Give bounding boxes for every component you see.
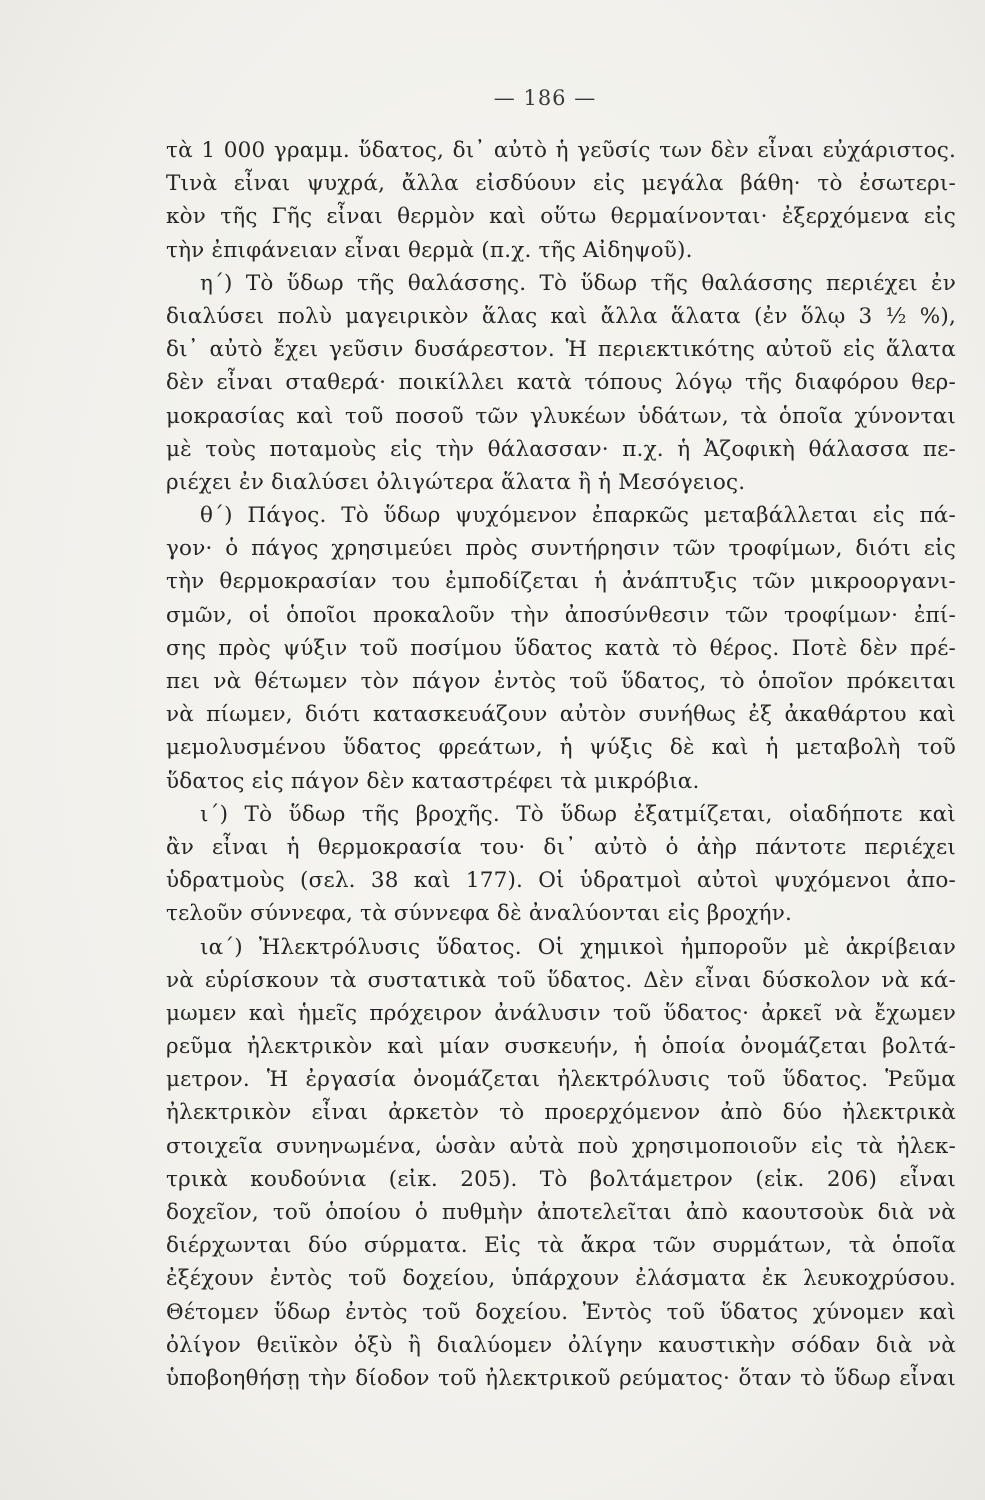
text-line: Θέτομεν ὕδωρ ἐντὸς τοῦ δοχείου. Ἐντὸς τοῦ ὕδατος χύνομεν καὶ (166, 1299, 956, 1325)
page-number: — 186 — (493, 86, 597, 110)
text-line: πει νὰ θέτωμεν τὸν πάγον ἐντὸς τοῦ ὕδατος, τὸ ὁποῖον πρόκειται (166, 669, 956, 694)
text-line: μὲ τοὺς ποταμοὺς εἰς τὴν θάλασσαν· π.χ. ἡ Ἀζοφικὴ θάλασσα πε- (166, 436, 956, 462)
text-line: δι᾽ αὐτὸ ἔχει γεῦσιν δυσάρεστον. Ἡ περιεκτικότης αὐτοῦ εἰς ἅλατα (166, 337, 956, 363)
text-line: μεμολυσμένου ὕδατος φρεάτων, ἡ ψύξις δὲ καὶ ἡ μεταβολὴ τοῦ (166, 735, 956, 761)
section-heading-line: ια´) Ἠλεκτρόλυσις ὕδατος. Οἱ χημικοὶ ἠμποροῦν μὲ ἀκρίβειαν (200, 934, 956, 960)
text-line: τελοῦν σύννεφα, τὰ σύννεφα δὲ ἀναλύονται εἰς βροχήν. (166, 901, 793, 927)
text-line: ὑδρατμοὺς (σελ. 38 καὶ 177). Οἱ ὑδρατμοὶ αὐτοὶ ψυχόμενοι ἀπο- (166, 868, 956, 894)
text-line: σης πρὸς ψύξιν τοῦ ποσίμου ὕδατος κατὰ τὸ θέρος. Ποτὲ δὲν πρέ- (166, 635, 956, 661)
text-line: ὕδατος εἰς πάγον δὲν καταστρέφει τὰ μικρόβια. (166, 768, 700, 794)
text-line: γον· ὁ πάγος χρησιμεύει πρὸς συντήρησιν τῶν τροφίμων, διότι εἰς (166, 536, 956, 562)
section-heading-line: θ´) Πάγος. Τὸ ὕδωρ ψυχόμενον ἐπαρκῶς μεταβάλλεται εἰς πά- (200, 503, 956, 529)
text-line: δὲν εἶναι σταθερά· ποικίλλει κατὰ τόπους λόγῳ τῆς διαφόρου θερ- (166, 370, 956, 396)
text-line: ἠλεκτρικὸν εἶναι ἀρκετὸν τὸ προερχόμενον ἀπὸ δύο ἠλεκτρικὰ (166, 1100, 956, 1126)
text-line: μετρον. Ἡ ἐργασία ὀνομάζεται ἠλεκτρόλυσις τοῦ ὕδατος. Ῥεῦμα (166, 1067, 956, 1093)
text-line: τὴν ἐπιφάνειαν εἶναι θερμὰ (π.χ. τῆς Αἰδηψοῦ). (166, 237, 693, 263)
body-text (166, 134, 956, 1395)
text-line: νὰ πίωμεν, διότι κατασκευάζουν αὐτὸν συνήθως ἐξ ἀκαθάρτου καὶ (166, 702, 956, 728)
text-line: δοχεῖον, τοῦ ὁποίου ὁ πυθμὴν ἀποτελεῖται ἀπὸ καουτσοὺκ διὰ νὰ (166, 1200, 956, 1225)
text-line: ἐξέχουν ἐντὸς τοῦ δοχείου, ὑπάρχουν ἐλάσματα ἐκ λευκοχρύσου. (166, 1266, 956, 1292)
text-line: τὴν θερμοκρασίαν του ἐμποδίζεται ἡ ἀνάπτυξις τῶν μικροοργανι- (166, 569, 956, 595)
text-line: διέρχωνται δύο σύρματα. Εἰς τὰ ἄκρα τῶν συρμάτων, τὰ ὁποῖα (166, 1233, 956, 1259)
text-line: μωμεν καὶ ἡμεῖς πρόχειρον ἀνάλυσιν τοῦ ὕδατος· ἀρκεῖ νὰ ἔχωμεν (166, 1000, 956, 1026)
text-line: τὰ 1 000 γραμμ. ὕδατος, δι᾽ αὐτὸ ἡ γεῦσίς των δὲν εἶναι εὐχάριστος. (166, 138, 956, 163)
text-line: διαλύσει πολὺ μαγειρικὸν ἅλας καὶ ἄλλα ἅλατα (ἐν ὅλῳ 3 ½ %), (166, 303, 956, 329)
text-line: σμῶν, οἱ ὁποῖοι προκαλοῦν τὴν ἀποσύνθεσιν τῶν τροφίμων· ἐπί- (166, 602, 956, 628)
text-line: ὑποβοηθήσῃ τὴν δίοδον τοῦ ἠλεκτρικοῦ ρεύματος· ὅταν τὸ ὕδωρ εἶναι (166, 1365, 956, 1391)
text-line: Τινὰ εἶναι ψυχρά, ἄλλα εἰσδύουν εἰς μεγάλα βάθη· τὸ ἐσωτερι- (166, 171, 956, 197)
section-heading-line: ι´) Τὸ ὕδωρ τῆς βροχῆς. Τὸ ὕδωρ ἐξατμίζεται, οἱαδήποτε καὶ (200, 801, 956, 827)
text-line: στοιχεῖα συνηνωμένα, ὡσὰν αὐτὰ ποὺ χρησιμοποιοῦν εἰς τὰ ἠλεκ- (166, 1133, 956, 1159)
text-line: ἂν εἶναι ἡ θερμοκρασία του· δι᾽ αὐτὸ ὁ ἀὴρ πάντοτε περιέχει (166, 834, 956, 860)
text-line: τρικὰ κουδούνια (εἰκ. 205). Τὸ βολτάμετρον (εἰκ. 206) εἶναι (166, 1166, 956, 1192)
text-line: ρεῦμα ἠλεκτρικὸν καὶ μίαν συσκευήν, ἡ ὁποία ὀνομάζεται βολτά- (166, 1034, 956, 1060)
text-line: ριέχει ἐν διαλύσει ὀλιγώτερα ἅλατα ἢ ἡ Μεσόγειος. (166, 469, 746, 495)
text-line: κὸν τῆς Γῆς εἶναι θερμὸν καὶ οὕτω θερμαίνονται· ἐξερχόμενα εἰς (166, 204, 956, 230)
text-line: νὰ εὑρίσκουν τὰ συστατικὰ τοῦ ὕδατος. Δὲν εἶναι δύσκολον νὰ κά- (166, 967, 956, 993)
section-heading-line: η´) Τὸ ὕδωρ τῆς θαλάσσης. Τὸ ὕδωρ τῆς θαλάσσης περιέχει ἐν (200, 270, 956, 296)
text-line: ὀλίγον θειϊκὸν ὀξὺ ἢ διαλύομεν ὀλίγην καυστικὴν σόδαν διὰ νὰ (166, 1332, 956, 1358)
text-line: μοκρασίας καὶ τοῦ ποσοῦ τῶν γλυκέων ὑδάτων, τὰ ὁποῖα χύνονται (166, 403, 956, 429)
